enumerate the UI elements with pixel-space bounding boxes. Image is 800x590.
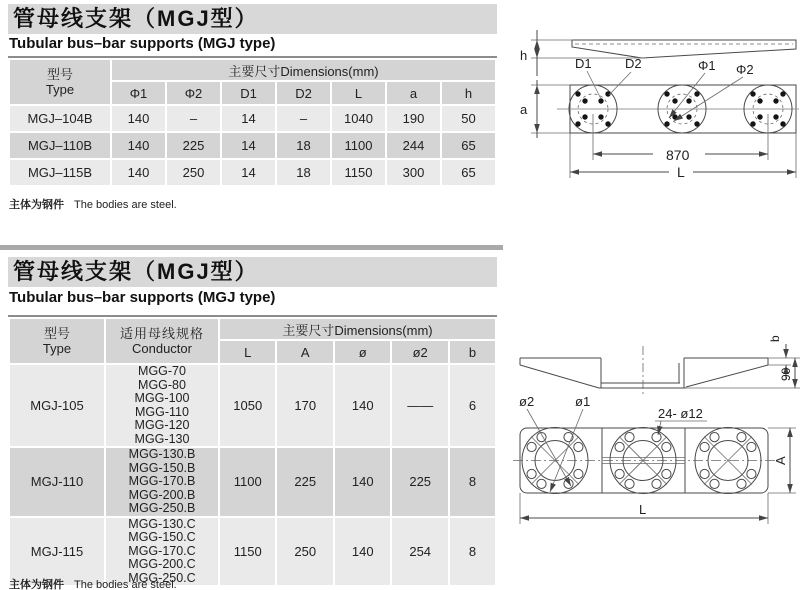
section2-title-en: Tubular bus–bar supports (MGJ type) [9,289,276,306]
cell-conductors [106,518,218,586]
col-header-type-en: Type [45,82,75,97]
cell-value: 8 [450,518,495,586]
dim-label-24-phi12: 24- ø12 [658,406,703,421]
cell-value: 140 [112,106,165,131]
section-divider [0,245,503,250]
col-header-type-zh: 型号 [46,67,73,82]
table-row [10,365,495,446]
col-header-type-en: Type [42,341,72,356]
footnote-en: The bodies are steel. [74,199,177,211]
col-header: Φ2 [167,82,220,104]
cell-value: 1150 [220,518,275,586]
col-header: L [332,82,385,104]
side-view [520,30,796,76]
cell-value: 1150 [332,160,385,185]
cell-type: MGJ–110B [10,133,110,158]
dimensions-table-2 [8,317,497,587]
conductor-line: MGG-200.C [128,557,196,571]
col-header-type-zh: 型号 [43,326,70,341]
side-view [520,335,800,396]
dim-label-phi2: Φ2 [736,62,754,77]
dim-label-b: b [768,335,782,342]
cell-type: MGJ-110 [10,448,104,516]
cell-value: 225 [392,448,448,516]
dim-label-l: L [677,164,685,180]
col-header: A [277,341,332,363]
cell-value: 140 [335,448,390,516]
cell-value: 14 [222,106,275,131]
conductor-line: MGG-150.C [128,530,196,544]
footnote-zh: 主体为钢件 [9,579,64,590]
dim-label-l: L [639,502,647,517]
cell-value: 8 [450,448,495,516]
cell-value: 18 [277,160,330,185]
cell-value: – [167,106,220,131]
cell-value: 50 [442,106,495,131]
col-header: ø [335,341,390,363]
table-row [10,133,495,158]
cell-value: 250 [277,518,332,586]
section1-table [8,56,497,187]
cell-type: MGJ-115 [10,518,104,586]
dim-label-phi1: ø1 [575,394,591,409]
cell-conductors [106,448,218,516]
col-header: a [387,82,440,104]
cell-conductors [106,365,218,446]
cell-value: —— [392,365,448,446]
col-header-type [10,60,110,104]
table-row [10,160,495,185]
cell-value: 14 [222,133,275,158]
col-header: Φ1 [112,82,165,104]
cell-value: 140 [112,133,165,158]
conductor-line: MGG-80 [138,377,186,392]
cell-type: MGJ–104B [10,106,110,131]
dim-label-a: a [520,102,528,117]
conductor-line: MGG-130 [134,431,190,446]
dim-label-d1: D1 [575,56,592,71]
section2-title-zh: 管母线支架（MGJ型） [13,259,259,284]
col-header: D2 [277,82,330,104]
section2-title-bar [8,257,497,287]
table-row [10,106,495,131]
cell-value: 225 [167,133,220,158]
dim-label-90: 90 [779,367,793,381]
cell-value: 225 [277,448,332,516]
col-header: ø2 [392,341,448,363]
table-row [10,448,495,516]
col-header: b [450,341,495,363]
cell-type: MGJ–115B [10,160,110,185]
cell-value: 190 [387,106,440,131]
cell-value: 140 [335,365,390,446]
cell-type: MGJ-105 [10,365,104,446]
cell-value: 250 [167,160,220,185]
cell-value: 1050 [220,365,275,446]
col-header: L [220,341,275,363]
col-header-dimensions: 主要尺寸Dimensions(mm) [220,319,495,339]
conductor-line: MGG-150.B [128,460,196,475]
cell-value: – [277,106,330,131]
conductor-line: MGG-100 [134,391,190,405]
plan-view [513,394,796,524]
col-header-type [10,319,104,363]
section2-table [8,315,497,587]
conductor-line: MGG-170.C [128,543,196,558]
col-header-dimensions: 主要尺寸Dimensions(mm) [112,60,495,80]
dimensions-table-1 [8,58,497,187]
cell-value: 140 [335,518,390,586]
cell-value: 1040 [332,106,385,131]
conductor-line: MGG-250.B [128,501,196,515]
section1-title-bar [8,4,497,34]
col-header-conductor-zh: 适用母线规格 [119,326,204,341]
cell-value: 14 [222,160,275,185]
footnote-en: The bodies are steel. [74,579,177,590]
cell-value: 244 [387,133,440,158]
conductor-line: MGG-110 [135,404,189,419]
conductor-line: MGG-250.C [128,570,196,585]
dim-label-phi1: Φ1 [698,58,716,73]
dim-label-A: A [773,456,788,465]
footnote-zh: 主体为钢件 [9,199,64,211]
cell-value: 1100 [332,133,385,158]
cell-value: 140 [112,160,165,185]
conductor-line: MGG-130.C [128,516,196,531]
section1-title-en: Tubular bus–bar supports (MGJ type) [9,35,276,52]
section1-footnote [9,196,177,212]
mgj-b-technical-drawing [505,10,800,195]
conductor-line: MGG-200.B [128,487,196,502]
conductor-line: MGG-170.B [128,474,196,488]
dim-label-phi2: ø2 [519,394,535,409]
table-row [10,518,495,586]
col-header-conductor [106,319,218,363]
conductor-line: MGG-70 [138,364,186,378]
dim-label-d2: D2 [625,56,642,71]
col-header: h [442,82,495,104]
cell-value: 18 [277,133,330,158]
cell-value: 254 [392,518,448,586]
section1-title-zh: 管母线支架（MGJ型） [13,6,259,31]
cell-value: 6 [450,365,495,446]
dim-label-870: 870 [666,147,690,163]
cell-value: 65 [442,160,495,185]
cell-value: 1100 [220,448,275,516]
col-header-conductor-en: Conductor [132,341,192,356]
dim-label-h: h [520,48,528,63]
col-header: D1 [222,82,275,104]
mgj-technical-drawing [505,330,800,535]
cell-value: 65 [442,133,495,158]
conductor-line: MGG-130.B [128,447,196,461]
plan-view [520,56,799,180]
cell-value: 170 [277,365,332,446]
section2-footnote [9,576,177,590]
cell-value: 300 [387,160,440,185]
conductor-line: MGG-120 [134,418,190,432]
